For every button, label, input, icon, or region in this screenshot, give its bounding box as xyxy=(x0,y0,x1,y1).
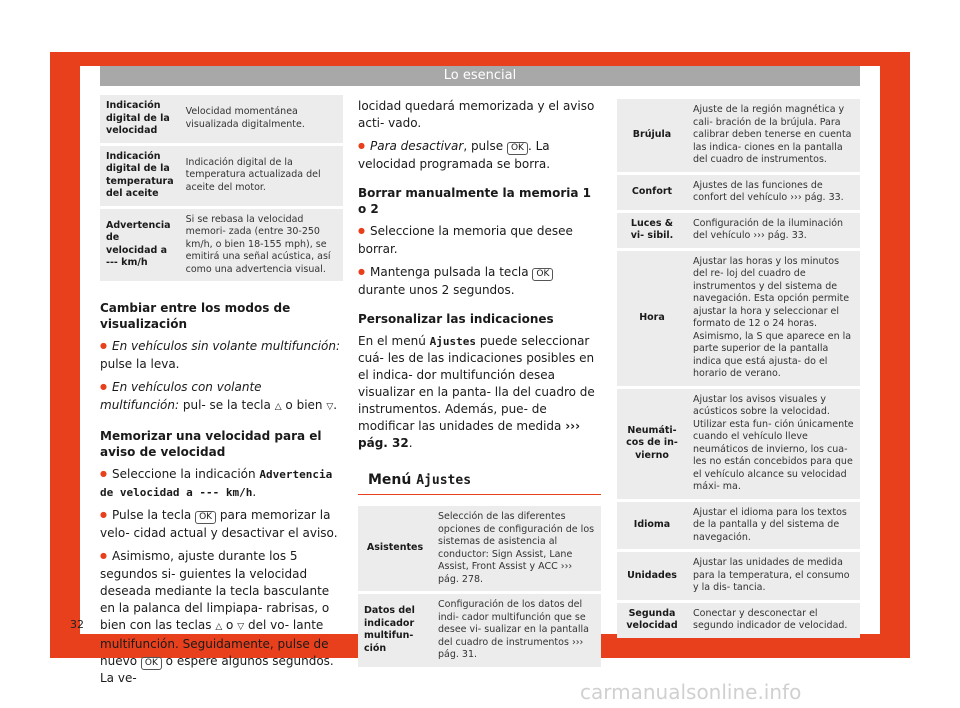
row-key: Indicación digital de la temperatura del aceite xyxy=(100,146,180,206)
row-key: Asistentes xyxy=(358,506,432,591)
bullet-text: Mantenga pulsada la tecla xyxy=(369,265,533,279)
mid-table xyxy=(358,503,601,670)
row-value: Ajustar las horas y los minutos del re- loj del cuadro de instrumentos y del sistema de navegación. Esta opción permite ajustar la hora y seleccionar el formato de 12 o 24 horas. Asimismo, la S que aparece en la parte superior de la pantalla indica que está ajusta- do el horario de verano. xyxy=(687,251,860,386)
bullet-item xyxy=(100,507,343,542)
ok-key-icon: OK xyxy=(141,657,162,670)
paragraph: En el menú Ajustes puede seleccionar cuá- les de las indicaciones posibles en el indica- dor multifunción desea visualizar en la panta- lla del cuadro de instrumentos. Además, pue- de modificar las unidades de medida ››› pág. 32. xyxy=(358,334,595,450)
bullet-text: o espere algunos segundos. La ve- xyxy=(100,654,334,685)
bullet-item: ● Seleccione la indicación Advertencia de velocidad a --- km/h. xyxy=(100,466,343,501)
row-key: Confort xyxy=(617,175,687,210)
row-value: Si se rebasa la velocidad memori- zada (entre 30-250 km/h, o bien 18-155 mph), se emitirá una señal acústica, así como una advertencia visual. xyxy=(180,209,343,282)
right-column xyxy=(617,96,860,641)
bullet-text: durante unos 2 segundos. xyxy=(358,283,515,297)
bullet-text: o xyxy=(222,618,238,632)
table-row xyxy=(617,552,860,600)
bullet-item xyxy=(358,138,601,173)
row-value: Indicación digital de la temperatura actualizada del aceite del motor. xyxy=(180,146,343,206)
row-value: Configuración de los datos del indi- cador multifunción que se desee vi- sualizar en la pantalla del cuadro de instrumentos ››› pág. 31. xyxy=(432,594,601,667)
table-row xyxy=(100,95,343,143)
bullet-text: . La velocidad programada se borra. xyxy=(358,139,551,171)
heading-customize: Personalizar las indicaciones xyxy=(358,312,554,326)
page-reference[interactable]: ››› pág. 32 xyxy=(358,419,581,450)
bullet-text: pul- se la tecla xyxy=(179,398,275,412)
row-value: Velocidad momentánea visualizada digitalmente. xyxy=(180,95,343,143)
page-number: 32 xyxy=(70,618,84,631)
row-value: Ajustar las unidades de medida para la temperatura, el consumo y la dis- tancia. xyxy=(687,552,860,600)
bullet-em: En vehículos sin volante multifunción: xyxy=(111,339,341,353)
left-column xyxy=(100,92,343,693)
table-row xyxy=(617,99,860,172)
bullet-text: Seleccione la indicación xyxy=(111,467,260,481)
row-value: Selección de las diferentes opciones de configuración de los sistemas de asistencia al conductor: Sign Assist, Lane Assist, Front Assist y ACC ››› pág. 278. xyxy=(432,506,601,591)
ok-key-icon: OK xyxy=(507,142,528,155)
table-row xyxy=(100,209,343,282)
bullet-em: En vehículos con volante multifunción: xyxy=(100,380,262,412)
watermark: carmanualsonline.info xyxy=(580,680,802,704)
row-key: Unidades xyxy=(617,552,687,600)
section-title xyxy=(358,466,601,495)
paragraph-text: puede seleccionar cuá- les de las indicaciones posibles en el indica- dor multifunción desea visualizar en la panta- lla del cuadro de instrumentos. Además, pue- de modificar las unidades de medida xyxy=(358,334,595,433)
bullet-text: o bien xyxy=(281,398,327,412)
triangle-up-icon: △ xyxy=(274,402,282,412)
table-row xyxy=(358,506,601,591)
row-key: Datos del indicador multifun- ción xyxy=(358,594,432,667)
row-value: Ajuste de la región magnética y cali- bración de la brújula. Para calibrar deben tenerse en cuenta las indica- ciones en la pantalla del cuadro de instrumentos. xyxy=(687,99,860,172)
table-row xyxy=(617,502,860,550)
table-row xyxy=(358,594,601,667)
middle-column xyxy=(358,98,601,670)
section-title-menu: Ajustes xyxy=(416,473,472,488)
bullet-item xyxy=(100,548,343,687)
heading-memorize-speed: Memorizar una velocidad para el aviso de velocidad xyxy=(100,429,322,459)
row-key: Advertencia de velocidad a --- km/h xyxy=(100,209,180,282)
table-row xyxy=(100,146,343,206)
table-row xyxy=(617,213,860,248)
bullet-item: ● Seleccione la memoria que desee borrar. xyxy=(358,223,601,258)
section-title-text: Menú xyxy=(368,472,417,488)
row-value: Ajustes de las funciones de confort del vehículo ››› pág. 33. xyxy=(687,175,860,210)
paragraph-text: En el menú xyxy=(358,334,430,348)
row-key: Idioma xyxy=(617,502,687,550)
row-key: Neumáti- cos de in- vierno xyxy=(617,389,687,499)
left-table xyxy=(100,92,343,284)
ok-key-icon: OK xyxy=(532,268,553,281)
bullet-item: ● En vehículos con volante multifunción: pul- se la tecla △ o bien ▽. xyxy=(100,379,343,416)
row-key: Brújula xyxy=(617,99,687,172)
menu-option-text: Advertencia de velocidad a --- km/h xyxy=(100,468,333,499)
row-key: Segunda velocidad xyxy=(617,603,687,638)
row-key: Hora xyxy=(617,251,687,386)
bullet-text: , pulse xyxy=(463,139,507,153)
heading-switch-modes: Cambiar entre los modos de visualización xyxy=(100,301,291,331)
triangle-up-icon: △ xyxy=(215,622,223,632)
table-row xyxy=(617,175,860,210)
bullet-item xyxy=(100,338,343,373)
bullet-text: Pulse la tecla xyxy=(111,508,196,522)
page-header: Lo esencial xyxy=(100,66,860,86)
bullet-text: del vo- lante multifunción. Seguidamente, pulse de nuevo xyxy=(100,618,329,668)
table-row xyxy=(617,603,860,638)
bullet-item xyxy=(358,264,601,299)
ok-key-icon: OK xyxy=(195,511,216,524)
row-value: Ajustar el idioma para los textos de la pantalla y del sistema de navegación. xyxy=(687,502,860,550)
table-row xyxy=(617,251,860,386)
row-value: Conectar y desconectar el segundo indicador de velocidad. xyxy=(687,603,860,638)
row-value: Ajustar los avisos visuales y acústicos sobre la velocidad. Utilizar esta fun- ción únicamente cuando el vehículo lleve neumáticos de invierno, los cua- les no están concebidos para que el vehículo alcance su velocidad máxi- ma. xyxy=(687,389,860,499)
bullet-em: Para desactivar xyxy=(369,139,464,153)
row-key: Indicación digital de la velocidad xyxy=(100,95,180,143)
paragraph: locidad quedará memorizada y el aviso acti- vado. xyxy=(358,99,595,130)
menu-option-text: Ajustes xyxy=(429,335,476,348)
row-value: Configuración de la iluminación del vehículo ››› pág. 33. xyxy=(687,213,860,248)
triangle-down-icon: ▽ xyxy=(326,402,334,412)
bullet-text: para memorizar la velo- cidad actual y desactivar el aviso. xyxy=(100,508,338,540)
right-table xyxy=(617,96,860,641)
heading-clear-memory: Borrar manualmente la memoria 1 o 2 xyxy=(358,186,591,216)
triangle-down-icon: ▽ xyxy=(237,622,245,632)
table-row xyxy=(617,389,860,499)
row-key: Luces & vi- sibil. xyxy=(617,213,687,248)
bullet-text: pulse la leva. xyxy=(100,357,180,371)
bullet-text: Asimismo, ajuste durante los 5 segundos si- guientes la velocidad deseada mediante la tecla basculante en la palanca del limpiapa- rabrisas, o bien con las teclas xyxy=(100,549,330,632)
